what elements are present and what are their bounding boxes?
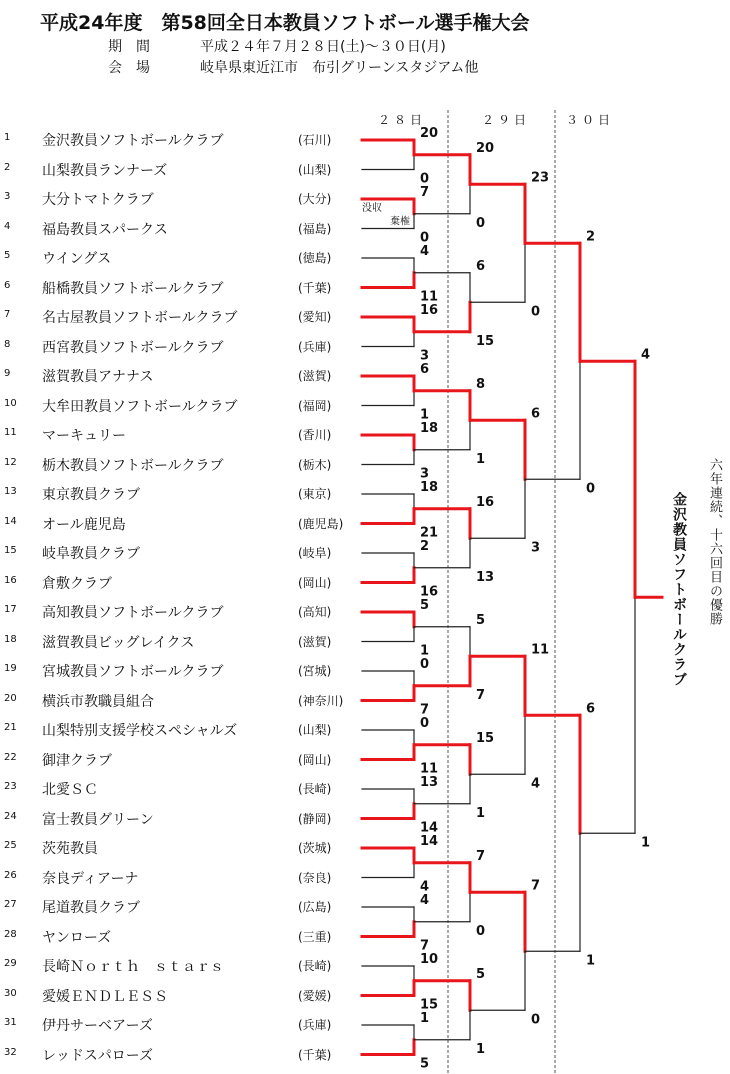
team-number: 2 xyxy=(4,161,11,173)
match-note: 棄権 xyxy=(390,216,410,228)
team-number: 30 xyxy=(4,987,17,999)
venue-label: 会 場 xyxy=(108,60,150,76)
match-score: 5 xyxy=(420,1056,430,1072)
team-prefecture: (岡山) xyxy=(298,752,332,767)
team-number: 4 xyxy=(4,220,11,232)
team-number: 29 xyxy=(4,958,17,969)
day-label-28: ２８日 xyxy=(378,113,427,127)
match-score: 7 xyxy=(531,878,541,894)
team-number: 14 xyxy=(4,515,17,527)
team-name: 宮城教員ソフトボールクラブ xyxy=(42,664,224,680)
match-score: 3 xyxy=(420,348,430,364)
team-name: 金沢教員ソフトボールクラブ xyxy=(42,133,224,149)
match-score: 5 xyxy=(476,612,486,628)
team-number: 28 xyxy=(4,928,17,940)
match-score: 2 xyxy=(586,229,596,245)
team-prefecture: (神奈川) xyxy=(298,693,344,708)
team-name: 西宮教員ソフトボールクラブ xyxy=(42,339,224,356)
team-name: 大牟田教員ソフトボールクラブ xyxy=(42,398,238,415)
team-prefecture: (石川) xyxy=(298,133,332,147)
team-name: マーキュリー xyxy=(42,428,126,444)
team-name: 滋賀教員アナナス xyxy=(42,369,154,385)
match-score: 8 xyxy=(476,376,486,392)
team-number: 8 xyxy=(4,338,11,350)
team-number: 32 xyxy=(4,1046,17,1058)
team-number: 31 xyxy=(4,1017,17,1028)
team-number: 3 xyxy=(4,191,11,202)
team-name: 富士教員グリーン xyxy=(42,811,154,828)
team-number: 25 xyxy=(4,840,17,851)
match-score: 6 xyxy=(420,362,430,377)
team-prefecture: (長崎) xyxy=(298,959,332,973)
team-name: 伊丹サーベアーズ xyxy=(42,1018,153,1034)
match-score: 5 xyxy=(420,598,430,613)
match-score: 7 xyxy=(420,938,430,954)
match-score: 2 xyxy=(420,539,430,554)
match-score: 6 xyxy=(476,258,486,274)
team-number: 17 xyxy=(4,604,17,615)
team-prefecture: (香川) xyxy=(298,428,332,442)
team-prefecture: (岐阜) xyxy=(298,546,332,560)
team-number: 20 xyxy=(4,692,17,704)
team-prefecture: (福岡) xyxy=(298,398,332,413)
team-name: 山梨教員ランナーズ xyxy=(42,162,168,179)
match-score: 15 xyxy=(420,997,439,1013)
match-score: 0 xyxy=(420,171,430,187)
match-score: 4 xyxy=(420,879,430,895)
venue-value: 岐阜県東近江市 布引グリーンスタジアム他 xyxy=(200,60,479,76)
team-prefecture: (福島) xyxy=(298,221,332,236)
team-name: 福島教員スパークス xyxy=(42,221,168,238)
team-name: 尾道教員クラブ xyxy=(42,900,140,916)
day-label-29: ２９日 xyxy=(482,113,531,127)
match-score: 1 xyxy=(641,835,651,851)
match-score: 4 xyxy=(531,776,541,792)
match-score: 5 xyxy=(476,966,486,982)
match-score: 13 xyxy=(476,569,495,585)
team-number: 15 xyxy=(4,545,17,556)
team-number: 12 xyxy=(4,456,17,468)
team-prefecture: (栃木) xyxy=(298,457,332,472)
team-prefecture: (滋賀) xyxy=(298,369,332,383)
match-score: 14 xyxy=(420,820,439,836)
match-score: 0 xyxy=(420,230,430,246)
team-prefecture: (大分) xyxy=(298,192,332,206)
team-name: 名古屋教員ソフトボールクラブ xyxy=(42,310,238,326)
team-prefecture: (岡山) xyxy=(298,575,332,590)
match-score: 16 xyxy=(476,494,495,510)
team-prefecture: (高知) xyxy=(298,605,332,619)
team-prefecture: (千葉) xyxy=(298,1047,332,1062)
team-name: 茨苑教員 xyxy=(42,841,98,857)
team-number: 18 xyxy=(4,633,17,645)
team-prefecture: (愛知) xyxy=(298,310,332,324)
team-prefecture: (広島) xyxy=(298,900,332,914)
team-name: オール鹿児島 xyxy=(42,516,126,533)
team-prefecture: (東京) xyxy=(298,487,332,501)
match-score: 1 xyxy=(476,451,486,467)
team-prefecture: (千葉) xyxy=(298,280,332,295)
team-prefecture: (兵庫) xyxy=(298,339,332,354)
team-number: 19 xyxy=(4,663,17,674)
team-name: 船橋教員ソフトボールクラブ xyxy=(42,280,224,297)
match-score: 7 xyxy=(420,702,430,718)
team-name: 御津クラブ xyxy=(42,752,112,769)
team-number: 10 xyxy=(4,397,17,409)
match-score: 18 xyxy=(420,421,439,436)
team-prefecture: (愛媛) xyxy=(298,988,332,1003)
match-score: 6 xyxy=(531,406,541,422)
page-title: 平成24年度 第58回全日本教員ソフトボール選手権大会 xyxy=(40,12,530,34)
team-name: 高知教員ソフトボールクラブ xyxy=(42,605,224,621)
team-name: 岐阜教員クラブ xyxy=(42,546,140,562)
team-prefecture: (山梨) xyxy=(298,723,332,737)
match-score: 3 xyxy=(531,540,541,556)
match-score: 0 xyxy=(586,481,596,497)
team-number: 13 xyxy=(4,486,17,497)
team-number: 16 xyxy=(4,574,17,586)
match-score: 3 xyxy=(420,466,430,482)
match-score: 0 xyxy=(531,1012,541,1028)
match-score: 15 xyxy=(476,333,495,349)
team-number: 6 xyxy=(4,279,11,291)
team-name: 奈良ディアーナ xyxy=(42,870,139,887)
period-value: 平成２４年７月２８日(土)～３０日(月) xyxy=(200,39,446,55)
team-prefecture: (鹿児島) xyxy=(298,516,344,531)
team-name: 北愛ＳＣ xyxy=(42,782,98,798)
team-name: 東京教員クラブ xyxy=(42,487,140,503)
match-score: 11 xyxy=(420,761,439,777)
team-number: 23 xyxy=(4,781,17,792)
day-label-30: ３０日 xyxy=(566,113,615,127)
match-score: 1 xyxy=(420,643,430,659)
team-number: 27 xyxy=(4,899,17,910)
match-score: 23 xyxy=(531,170,550,186)
champion-note: 六年連続、十六回目の優勝 xyxy=(707,458,722,626)
team-number: 22 xyxy=(4,751,17,763)
match-score: 1 xyxy=(420,1011,430,1026)
team-prefecture: (宮城) xyxy=(298,664,332,678)
team-prefecture: (滋賀) xyxy=(298,634,332,649)
team-name: 愛媛ＥＮＤＬＥＳＳ xyxy=(42,988,168,1005)
match-score: 1 xyxy=(586,953,596,969)
team-name: 栃木教員ソフトボールクラブ xyxy=(42,457,224,474)
team-number: 5 xyxy=(4,250,11,261)
champion-name: 金沢教員ソフトボールクラブ xyxy=(671,492,687,687)
team-prefecture: (静岡) xyxy=(298,811,332,826)
team-prefecture: (山梨) xyxy=(298,162,332,177)
match-score: 21 xyxy=(420,525,439,541)
team-name: 横浜市教職員組合 xyxy=(42,693,154,710)
match-score: 20 xyxy=(476,140,495,156)
match-score: 0 xyxy=(531,304,541,320)
team-number: 21 xyxy=(4,722,17,733)
team-prefecture: (長崎) xyxy=(298,782,332,796)
team-prefecture: (三重) xyxy=(298,929,332,944)
match-score: 4 xyxy=(420,893,430,908)
match-score: 11 xyxy=(420,289,439,305)
team-name: ヤンローズ xyxy=(42,929,112,946)
match-score: 7 xyxy=(420,185,430,200)
team-name: 長崎Ｎｏｒｔｈ ｓｔａｒｓ xyxy=(42,959,224,975)
team-number: 7 xyxy=(4,309,11,320)
match-score: 16 xyxy=(420,584,439,600)
team-name: 倉敷クラブ xyxy=(42,575,112,592)
period-label: 期 間 xyxy=(108,39,150,55)
match-score: 7 xyxy=(476,848,486,864)
team-number: 9 xyxy=(4,368,11,379)
team-number: 24 xyxy=(4,810,17,822)
match-score: 16 xyxy=(420,303,439,318)
match-score: 18 xyxy=(420,480,439,495)
match-score: 6 xyxy=(586,701,596,717)
team-name: レッドスパローズ xyxy=(42,1047,154,1064)
team-number: 26 xyxy=(4,869,17,881)
match-score: 11 xyxy=(531,642,550,658)
match-score: 0 xyxy=(420,657,430,672)
team-name: 山梨特別支援学校スペシャルズ xyxy=(42,723,238,739)
match-score: 15 xyxy=(476,730,495,746)
team-number: 1 xyxy=(4,132,11,143)
match-score: 0 xyxy=(476,215,486,231)
match-score: 0 xyxy=(476,923,486,939)
team-name: 大分トマトクラブ xyxy=(42,192,154,208)
match-score: 13 xyxy=(420,775,439,790)
team-prefecture: (茨城) xyxy=(298,841,332,855)
team-name: 滋賀教員ビッグレイクス xyxy=(42,634,195,651)
team-prefecture: (徳島) xyxy=(298,251,332,265)
match-note: 没収 xyxy=(362,203,382,214)
match-score: 0 xyxy=(420,716,430,731)
match-score: 1 xyxy=(476,1041,486,1057)
match-score: 7 xyxy=(476,687,486,703)
match-score: 10 xyxy=(420,952,439,967)
match-score: 14 xyxy=(420,834,439,849)
team-name: ウイングス xyxy=(42,251,112,267)
match-score: 1 xyxy=(420,407,430,423)
team-prefecture: (兵庫) xyxy=(298,1018,332,1032)
match-score: 4 xyxy=(420,244,430,259)
match-score: 1 xyxy=(476,805,486,821)
match-score: 20 xyxy=(420,126,439,141)
team-number: 11 xyxy=(4,427,17,438)
match-score: 4 xyxy=(641,347,651,363)
team-prefecture: (奈良) xyxy=(298,870,332,885)
